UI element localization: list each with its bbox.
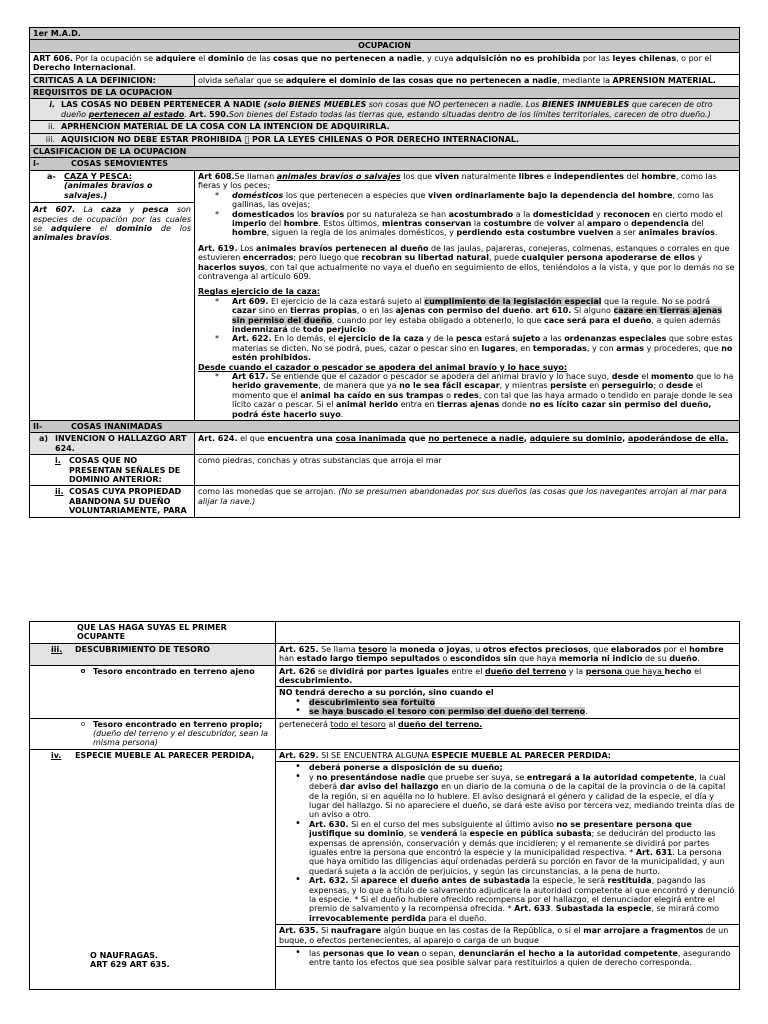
list-item: * domésticos los que pertenecen a especies que viven ordinariamente bajo la dependencia del hombre, como las gallinas, las ovejas; <box>232 191 736 210</box>
list-item: * Art 617. Se entiende que el cazador o pescador se apodera del animal bravío y lo hace suyo, desde el momento que lo ha herido gravemente, de manera que ya no le sea fácil escapar, y mientras persiste en perseguirlo; o desde el momento que el animal ha caído en sus trampas o redes, con tal que las haya armado o tendido en paraje donde le sea lícito cazar o pescar. Si el animal herido entra en tierras ajenas donde no es lícito cazar sin permiso del dueño, podrá éste hacerlo suyo. <box>232 372 736 419</box>
tesoro-propio-text: pertenecerá todo el tesoro al dueño del terreno. <box>276 718 740 749</box>
list-item: * Art. 622. En lo demás, el ejercicio de la caza y de la pesca estará sujeto a las ordenanzas especiales que sobre estas materias se dicten. No se podrá, pues, cazar o pescar sino en lugares, en temporadas, y con armas y procederes, que no estén prohibidos. <box>232 334 736 362</box>
art629-heading: Art. 629. SI SE ENCUENTRA ALGUNA ESPECIE MUEBLE AL PARECER PERDIDA: <box>276 749 740 761</box>
list-item: • Art. 632. Si aparece el dueño antes de subastada la especie, le será restituida, pagando las expensas, y lo que a título de salvamento adjudicare la autoridad competente al que encontró y denunció la especie. * Si el dueño hubiere ofrecido recompensa por el hallazgo, el denunciador elegirá entre el premio de salvamento y la recompensa ofrecida. * Art. 633. Subastada la especie, se mirará como irrevocablemente perdida para el dueño. <box>309 876 736 923</box>
caza-pesca-articles: Art 608.Se llaman animales bravíos o salvajes los que viven naturalmente libres e independientes del hombre, como las fieras y los peces; * domésticos los que pertenecen a especies que viven ordinariamente bajo la dependencia del hombre, como las gallinas, las ovejas; * domesticados los bravíos por su naturaleza se han acostumbrado a la domesticidad y reconocen en cierto modo el imperio del hombre. Estos últimos, mientras conservan la costumbre de volver al amparo o dependencia del hombre, siguen la regla de los animales domésticos, y perdiendo esta costumbre vuelven a ser animales bravíos. Art. 619. Los animales bravíos pertenecen al dueño de las jaulas, pajareras, conejeras, colmenas, estanques o corrales en que estuvieren encerrados; pero luego que recobran su libertad natural, puede cualquier persona apoderarse de ellos y hacerlos suyos, con tal que actualmente no vaya el dueño en seguimiento de ellos, teniéndolos a la vista, y que por lo demás no se contravenga al artículo 609. Reglas ejercicio de la caza: * Art 609. El ejercicio de la caza estará sujeto al cumplimiento de la legislación especial que la regule. No se podrá cazar sino en tierras propias, o en las ajenas con permiso del dueño. art 610. Si alguno cazare en tierras ajenas sin permiso del dueño, cuando por ley estaba obligado a obtenerlo, lo que cace será para el dueño, a quien además indemnizará de todo perjuicio * Art. 622. En lo demás, el ejercicio de la caza y de la pesca estará sujeto a las ordenanzas especiales que sobre estas materias se dicten. No se podrá, pues, cazar o pescar sino en lugares, en temporadas, y con armas y procederes, que no estén prohibidos. Desde cuando el cazador o pescador se apodera del animal bravío y lo hace suyo: * Art 617. Se entiende que el cazador o pescador se apodera del animal bravío y lo hace suyo, desde el momento que lo ha herido gravemente, de manera que ya no le sea fácil escapar, y mientras persiste en perseguirlo; o desde el momento que el animal ha caído en sus trampas o redes, con tal que las haya armado o tendido en paraje donde le sea lícito cazar o pescar. Si el animal herido entra en tierras ajenas donde no es lícito cazar sin permiso del dueño, podrá éste hacerlo suyo. <box>195 170 740 420</box>
ocupacion-table-continued <box>29 621 740 990</box>
semovientes-heading: I- COSAS SEMOVIENTES <box>30 158 740 170</box>
list-item: • y no presentándose nadie que pruebe ser suya, se entregará a la autoridad competente, la cual deberá dar aviso del hallazgo en un diario de la comuna o de la capital de la provincia o de la capital de la región, si en aquélla no lo hubiere. El aviso designará el género y calidad de la especie, el día y lugar del hallazgo. Si no apareciere el dueño, se dará este aviso por tercera vez, mediando treinta días de un aviso a otro. <box>309 773 736 820</box>
list-item: • descubrimiento sea fortuito <box>309 698 736 707</box>
continuation-label: QUE LAS HAGA SUYAS EL PRIMER OCUPANTE <box>30 622 276 644</box>
page-2 <box>29 621 739 990</box>
section-ocupacion: OCUPACION <box>30 40 740 52</box>
cosas-sin-senales-text: como piedras, conchas y otras substancias que arroja el mar <box>195 455 740 486</box>
inanimadas-heading: II- COSAS INANIMADAS <box>30 421 740 433</box>
list-item: • se haya buscado el tesoro con permiso del dueño del terreno. <box>309 707 736 716</box>
list-item: • deberá ponerse a disposición de su dueño; <box>309 763 736 772</box>
art629-list <box>276 762 740 925</box>
doc-title: 1er M.A.D. <box>30 28 740 40</box>
requisitos-heading: REQUISITOS DE LA OCUPACION <box>30 87 740 99</box>
list-item: * domesticados los bravíos por su naturaleza se han acostumbrado a la domesticidad y reconocen en cierto modo el imperio del hombre. Estos últimos, mientras conservan la costumbre de volver al amparo o dependencia del hombre, siguen la regla de los animales domésticos, y perdiendo esta costumbre vuelven a ser animales bravíos. <box>232 210 736 238</box>
requisito-i: i. LAS COSAS NO DEBEN PERTENECER A NADIE (solo BIENES MUEBLES son cosas que NO pertenecen a nadie. Los BIENES INMUEBLES que carecen de otro dueño pertenecen al estado. Art. 590.Son bienes del Estado todas las tierras que, estando situadas dentro de los límites territoriales, carecen de otro dueño.) <box>30 99 740 121</box>
art624-text: Art. 624. el que encuentra una cosa inanimada que no pertenece a nadie, adquiere su dominio, apoderándose de ella. <box>195 433 740 455</box>
desde-heading: Desde cuando el cazador o pescador se apodera del animal bravío y lo hace suyo: <box>198 362 568 372</box>
art635-text: Art. 635. Si naufragare algún buque en las costas de la República, o si el mar arrojare a fragmentos de un buque, o efectos pertenecientes, al aparejo o carga de un buque • las personas que lo vean o sepan, denunciarán el hecho a la autoridad competente, asegurando entre tanto los efectos que sea posible salvar para restituirlos a quien de derecho corresponda. <box>276 925 740 990</box>
tesoro-propio-label: o Tesoro encontrado en terreno propio; (dueño del terreno y el descubridor, sean la misma persona) <box>30 718 276 749</box>
list-item: • las personas que lo vean o sepan, denunciarán el hecho a la autoridad competente, asegurando entre tanto los efectos que sea posible salvar para restituirlos a quien de derecho corresponda. <box>309 949 736 968</box>
art625-text: Art. 625. Se llama tesoro la moneda o joyas, u otros efectos preciosos, que elaborados por el hombre han estado largo tiempo sepultados o escondidos sin que haya memoria ni indicio de su dueño. <box>276 643 740 665</box>
list-item: • Art. 630. Si en el curso del mes subsiguiente al último aviso no se presentare persona que justifique su dominio, se venderá la especie en pública subasta; se deducirán del producto las expensas de aprensión, conservación y demás que incidieren; y el remanente se dividirá por partes iguales entre la persona que encontró la especie y la municipalidad respectiva. * Art. 631. La persona que haya omitido las diligencias aquí ordenadas perderá su porción en favor de la municipalidad, y aun quedará sujeta a la acción de perjuicios, y según las circunstancias, a la pena de hurto. <box>309 820 736 876</box>
naufragas-label: O NAUFRAGAS. ART 629 ART 635. <box>90 950 170 970</box>
requisito-iii: iii. AQUISICION NO DEBE ESTAR PROHIBIDA   POR LA LEYES CHILENAS O POR DERECHO INTERNACIONAL. <box>30 133 740 145</box>
cosas-abandonadas-label: ii. COSAS CUYA PROPIEDAD ABANDONA SU DUEÑO VOLUNTARIAMENTE, PARA <box>30 486 195 517</box>
reglas-heading: Reglas ejercicio de la caza: <box>198 287 321 297</box>
caza-pesca-cell: a- CAZA Y PESCA: (animales bravíos o salvajes.) Art 607. La caza y pesca son especies de ocupación por las cuales se adquiere el dominio de los animales bravíos. <box>30 170 195 420</box>
list-item: * Art 609. El ejercicio de la caza estará sujeto al cumplimiento de la legislación especial que la regule. No se podrá cazar sino en tierras propias, o en las ajenas con permiso del dueño. art 610. Si alguno cazare en tierras ajenas sin permiso del dueño, cuando por ley estaba obligado a obtenerlo, lo que cace será para el dueño, a quien además indemnizará de todo perjuicio <box>232 297 736 335</box>
clasificacion-heading: CLASIFICACION DE LA OCUPACION <box>30 146 740 158</box>
tesoro-label: iii. DESCUBRIMIENTO DE TESORO <box>30 643 276 665</box>
ocupacion-table <box>29 27 740 518</box>
criticas-label: CRITICAS A LA DEFINICION: <box>30 74 195 86</box>
tesoro-ajeno-conditions: NO tendrá derecho a su porción, sino cuando el • descubrimiento sea fortuito • se haya buscado el tesoro con permiso del dueño del terreno. <box>276 687 740 718</box>
continuation-text <box>276 622 740 644</box>
art606-row: ART 606. Por la ocupación se adquiere el dominio de las cosas que no pertenecen a nadie, y cuya adquisición no es prohibida por las leyes chilenas, o por el Derecho Internacional. <box>30 52 740 74</box>
art626-text: Art. 626 se dividirá por partes iguales entre el dueño del terreno y la persona que haya hecho el descubrimiento. <box>276 665 740 687</box>
cosas-sin-senales-label: i. COSAS QUE NO PRESENTAN SEÑALES DE DOMINIO ANTERIOR: <box>30 455 195 486</box>
invencion-label: a) INVENCION O HALLAZGO ART 624. <box>30 433 195 455</box>
especie-perdida-label: iv. ESPECIE MUEBLE AL PARECER PERDIDA, O NAUFRAGAS. ART 629 ART 635. <box>30 749 276 989</box>
requisito-ii: ii. APRHENCION MATERIAL DE LA COSA CON LA INTENCION DE ADQUIRIRLA. <box>30 121 740 133</box>
tesoro-ajeno-label: o Tesoro encontrado en terreno ajeno <box>30 665 276 718</box>
page-1 <box>29 27 739 518</box>
criticas-text: olvida señalar que se adquiere el dominio de las cosas que no pertenecen a nadie, mediante la APRENSION MATERIAL. <box>195 74 740 86</box>
cosas-abandonadas-text: como las monedas que se arrojan. (No se presumen abandonadas por sus dueños las cosas que los navegantes arrojan al mar para alijar la nave.) <box>195 486 740 517</box>
